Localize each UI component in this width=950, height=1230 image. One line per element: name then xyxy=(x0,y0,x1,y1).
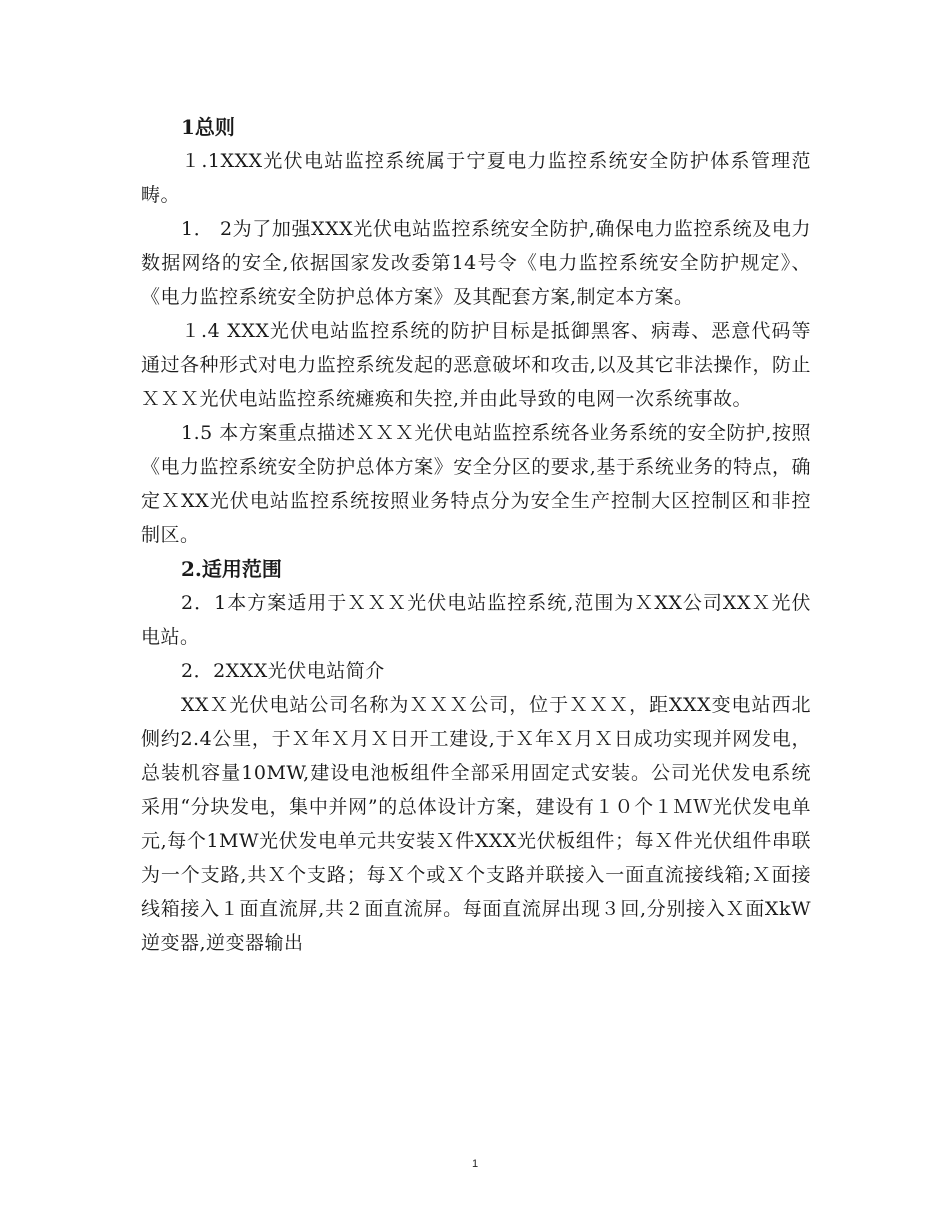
document-body xyxy=(141,110,811,960)
paragraph-1-5: 1.5 本方案重点描述ＸＸＸ光伏电站监控系统各业务系统的安全防护,按照《电力监控系统安全防护总体方案》安全分区的要求,基于系统业务的特点，确定ＸXX光伏电站监控系统按照业务特点分为安全生产控制大区控制区和非控制区。 xyxy=(141,422,811,546)
page-number: 1 xyxy=(471,1158,479,1170)
section-heading-general: 1总则 xyxy=(181,115,235,139)
paragraph-1-2: 1． 2为了加强XXX光伏电站监控系统安全防护,确保电力监控系统及电力数据网络的安全,依据国家发改委第14号令《电力监控系统安全防护规定》、《电力监控系统安全防护总体方案》及其配套方案,制定本方案。 xyxy=(141,218,811,308)
paragraph-2-2-title: 2．2XXX光伏电站简介 xyxy=(181,660,385,682)
paragraph-1-4: １.4 XXX光伏电站监控系统的防护目标是抵御黑客、病毒、恶意代码等通过各种形式对电力监控系统发起的恶意破坏和攻击,以及其它非法操作，防止ＸＸＸ光伏电站监控系统瘫痪和失控,并由此导致的电网一次系统事故。 xyxy=(141,320,811,410)
paragraph-2-1: 2．1本方案适用于ＸＸＸ光伏电站监控系统,范围为ＸXX公司XXＸ光伏电站。 xyxy=(141,592,811,648)
paragraph-station-intro: XXＸ光伏电站公司名称为ＸＸＸ公司，位于ＸＸＸ，距XXX变电站西北侧约2.4公里，于Ｘ年Ｘ月Ｘ日开工建设,于Ｘ年Ｘ月Ｘ日成功实现并网发电，总装机容量10MW,建设电池板组件全部采用固定式安装。公司光伏发电系统采用“分块发电，集中并网”的总体设计方案，建设有１０个１ＭＷ光伏发电单元,每个1MW光伏发电单元共安装Ｘ件XXX光伏板组件；每Ｘ件光伏组件串联为一个支路,共Ｘ个支路；每Ｘ个或Ｘ个支路并联接入一面直流接线箱;Ｘ面接线箱接入１面直流屏,共２面直流屏。每面直流屏出现３回,分别接入Ｘ面XkW逆变器,逆变器输出 xyxy=(141,694,811,954)
section-heading-scope: 2.适用范围 xyxy=(181,557,282,581)
paragraph-1-1: １.1XXX光伏电站监控系统属于宁夏电力监控系统安全防护体系管理范畴。 xyxy=(141,150,811,206)
